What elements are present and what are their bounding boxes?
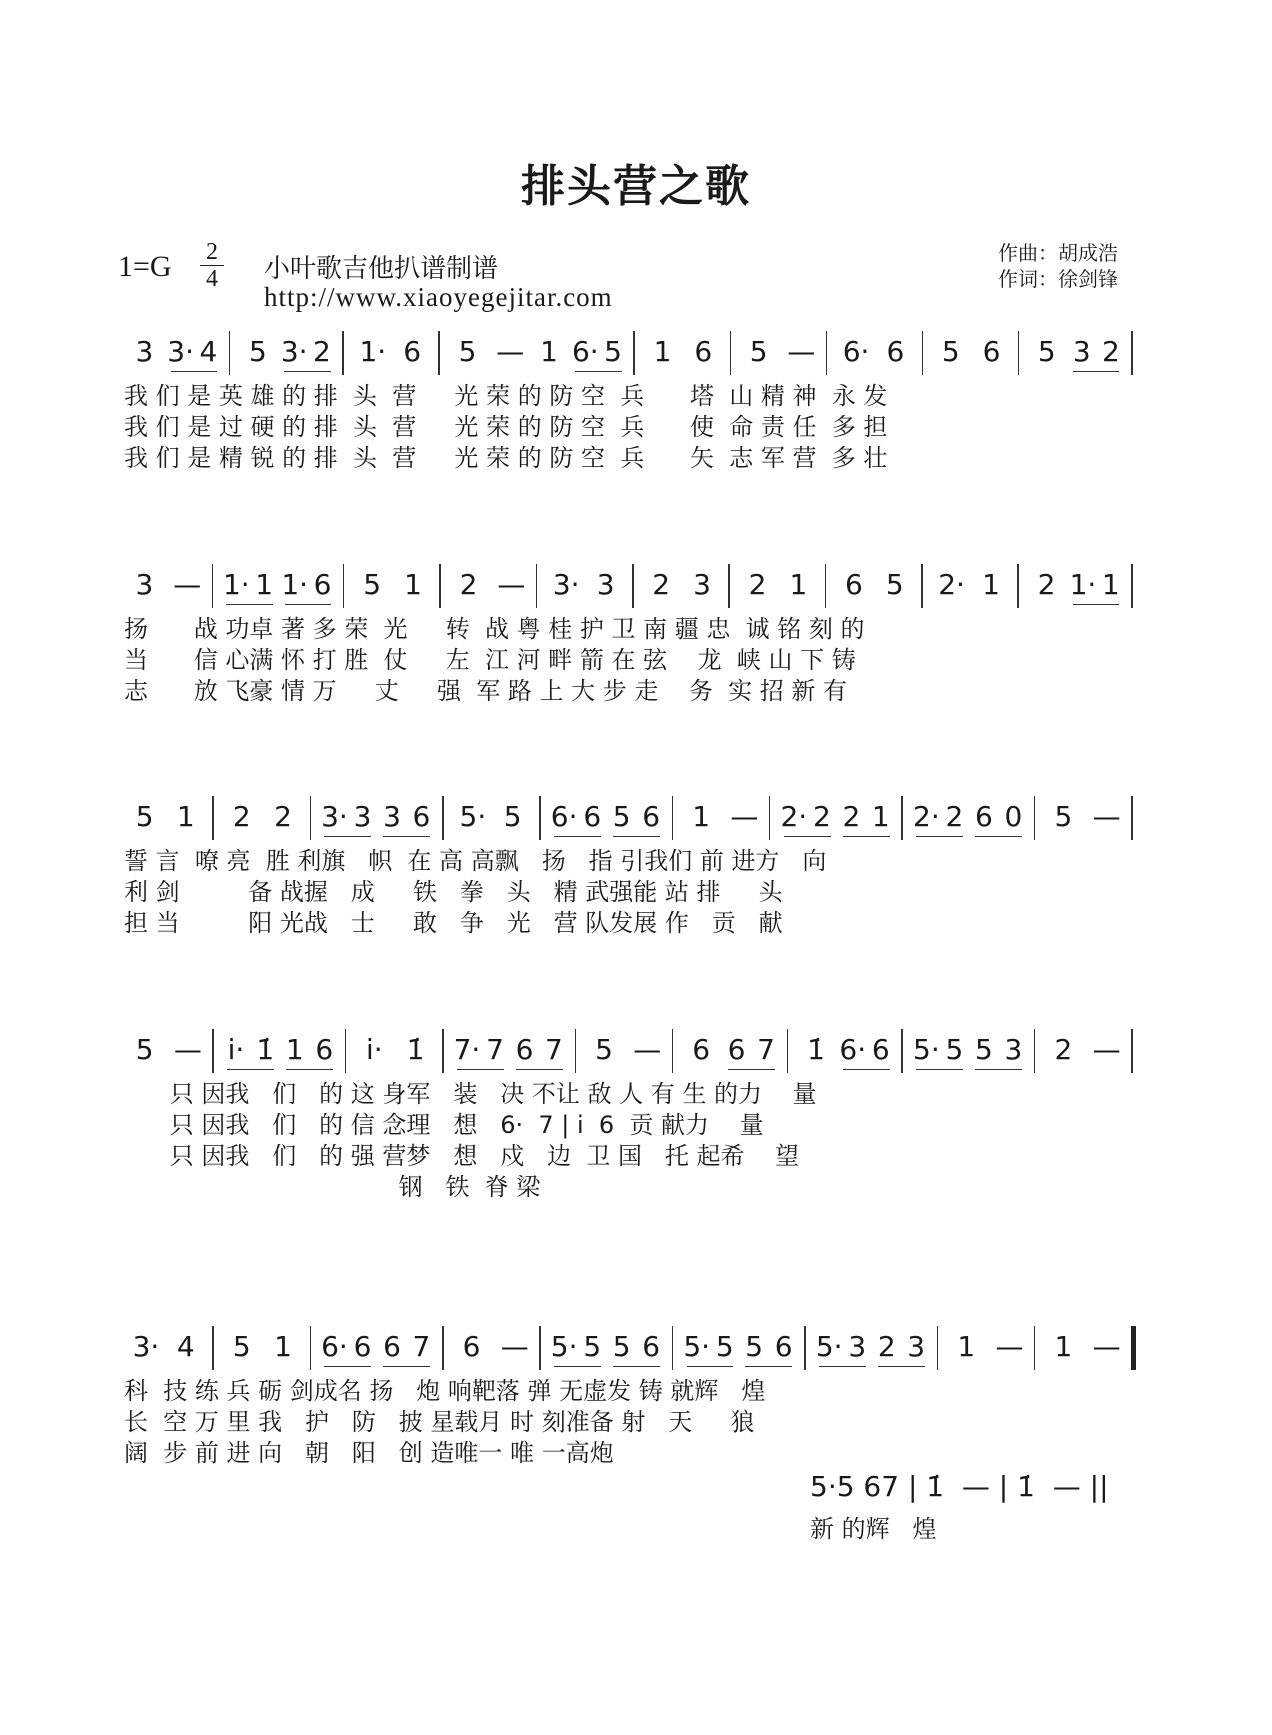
barline — [1131, 796, 1133, 840]
note: 6 — [774, 1330, 793, 1363]
note: 5 — [1054, 800, 1073, 833]
lyric-line-verse-1: 扬 战 功卓 著 多 荣 光 转 战 粤 桂 护 卫 南 疆 忠 诚 铭 刻 的 — [124, 615, 865, 643]
barline — [1017, 564, 1019, 608]
note: 1 — [789, 568, 808, 601]
note: 6 — [315, 1033, 334, 1066]
barline — [575, 1029, 577, 1073]
note: 6 — [844, 568, 863, 601]
barline — [632, 564, 634, 608]
barline — [769, 796, 771, 840]
lyric-line-verse-2: 只 因我 们 的 信 念理 想 6· 7 | i 6 贡 献力 量 — [124, 1111, 764, 1139]
barline — [212, 1326, 214, 1370]
dash-sustain: — — [173, 1033, 202, 1066]
barline — [1131, 1029, 1133, 1073]
note: 1 — [176, 800, 195, 833]
note: 5 — [363, 568, 382, 601]
beam-underline — [843, 836, 890, 837]
website-url: http://www.xiaoyegejitar.com — [264, 282, 613, 312]
barline — [442, 796, 444, 840]
note: 1· — [222, 568, 250, 601]
dash-sustain: — — [1092, 800, 1121, 833]
note: 2· — [913, 800, 940, 833]
note: 4 — [199, 335, 218, 368]
key-signature: 1=G — [118, 250, 172, 283]
note: 2 — [813, 800, 831, 833]
barline — [229, 331, 231, 375]
beam-underline — [975, 1069, 1022, 1070]
note: 2 — [1037, 568, 1056, 601]
note: 1 — [540, 335, 558, 368]
beam-underline — [286, 1069, 333, 1070]
barline — [633, 331, 635, 375]
note: 2 — [1054, 1033, 1073, 1066]
beam-underline — [516, 1069, 563, 1070]
note: 3· — [132, 1330, 160, 1363]
beam-underline — [383, 836, 430, 837]
dash-sustain: — — [500, 1330, 529, 1363]
note: 4 — [176, 1330, 195, 1363]
note: 6 — [515, 1033, 534, 1066]
note: 5 — [135, 800, 154, 833]
barline — [539, 796, 541, 840]
beam-underline — [916, 836, 963, 837]
lyric-line-verse-1: 只 因我 们 的 这 身军 装 决 不让 敌 人 有 生 的力 量 — [124, 1080, 817, 1108]
note: 3 — [135, 335, 154, 368]
ending-notation: 5·5 67 | 1̇ — | 1̇ — || — [810, 1470, 1109, 1503]
note: 5 — [885, 568, 904, 601]
lyric-line-verse-3: 担 当 阳 光战 士 敢 争 光 营 队发展 作 贡 献 — [124, 909, 783, 937]
barline — [342, 331, 344, 375]
barline — [901, 796, 903, 840]
composer: 作曲：胡成浩 — [998, 241, 1118, 265]
note: 5 — [749, 335, 768, 368]
note: 5· — [550, 1330, 578, 1363]
note: 6 — [886, 335, 905, 368]
lyric-line-verse-1: 我 们 是 英 雄 的 排 头 营 光 荣 的 防 空 兵 塔 山 精 神 永 发 — [124, 382, 888, 410]
note: 6 — [412, 800, 431, 833]
barline — [1034, 1029, 1036, 1073]
barline — [922, 331, 924, 375]
beam-underline — [745, 1366, 792, 1367]
lyric-line-verse-3: 阔 步 前 进 向 朝 阳 创 造唯一 唯 一高炮 — [124, 1439, 614, 1467]
note: 1 — [982, 568, 1000, 601]
note: 6· — [839, 1033, 867, 1066]
notation-row — [0, 335, 1272, 375]
song-title: 排头营之歌 — [521, 161, 751, 212]
note: 2· — [780, 800, 808, 833]
dash-sustain: — — [173, 568, 202, 601]
notation-row — [0, 800, 1272, 840]
lyric-line-verse-3: 志 放 飞豪 情 万 丈 强 军 路 上 大 步 走 务 实 招 新 有 — [124, 677, 848, 705]
note: 2 — [945, 800, 964, 833]
lyric-line-verse-3: 我 们 是 精 锐 的 排 头 营 光 荣 的 防 空 兵 矢 志 军 营 多 壮 — [124, 444, 888, 472]
note: 3· — [552, 568, 580, 601]
note: 3 — [1004, 1033, 1023, 1066]
note: 6 — [403, 335, 422, 368]
note: 6 — [583, 800, 602, 833]
note: i· — [227, 1033, 245, 1066]
lyric-line-verse-1: 科 技 练 兵 砺 剑成名 扬 炮 响靶落 弹 无虚发 铸 就辉 煌 — [124, 1377, 766, 1405]
lyric-line-verse-2: 当 信 心满 怀 打 胜 仗 左 江 河 畔 箭 在 弦 龙 峡 山 下 铸 — [124, 646, 856, 674]
note: 6 — [353, 1330, 372, 1363]
note: 5 — [248, 335, 267, 368]
note: 5 — [583, 1330, 602, 1363]
dash-sustain: — — [1092, 1033, 1121, 1066]
note: 6 — [871, 1033, 890, 1066]
note: 2 — [842, 800, 861, 833]
barline — [1131, 564, 1133, 608]
note: 5· — [913, 1033, 940, 1066]
note: 3 — [693, 568, 711, 601]
note: 6· — [571, 335, 599, 368]
note: 5 — [595, 1033, 613, 1066]
barline — [212, 564, 214, 608]
note: 3 — [907, 1330, 926, 1363]
note: 1 — [692, 800, 711, 833]
barline — [901, 1029, 903, 1073]
note: 5 — [503, 800, 522, 833]
note: 1· — [1069, 568, 1097, 601]
note: 5· — [459, 800, 487, 833]
note: 6 — [462, 1330, 481, 1363]
beam-underline — [878, 1366, 925, 1367]
beam-underline — [613, 836, 660, 837]
note: 6· — [321, 1330, 348, 1363]
barline — [536, 564, 538, 608]
beam-underline — [613, 1366, 660, 1367]
note: 6 — [383, 1330, 401, 1363]
note: 3· — [321, 800, 348, 833]
note: 5 — [974, 1033, 993, 1066]
note: 3 — [353, 800, 372, 833]
lyric-line-verse-1: 誓 言 嘹 亮 胜 利旗 帜 在 高 高飘 扬 指 引我们 前 进方 向 — [124, 847, 827, 875]
note: 1 — [1101, 568, 1120, 601]
beam-underline — [227, 1069, 274, 1070]
barline — [438, 331, 440, 375]
barline — [1034, 796, 1036, 840]
note: 6 — [694, 335, 713, 368]
note: 5· — [815, 1330, 843, 1363]
note: 1· — [281, 568, 309, 601]
dash-sustain: — — [497, 568, 526, 601]
beam-underline — [975, 836, 1022, 837]
note: 7· — [453, 1033, 481, 1066]
barline — [730, 331, 732, 375]
barline — [825, 564, 827, 608]
note: 7 — [545, 1033, 563, 1066]
beam-underline — [285, 604, 331, 605]
barline — [921, 564, 923, 608]
barline — [212, 796, 214, 840]
note: 5· — [683, 1330, 711, 1363]
note: 2 — [652, 568, 671, 601]
note: 3 — [383, 800, 401, 833]
notation-row — [0, 1033, 1272, 1073]
note: 6· — [550, 800, 578, 833]
beam-underline — [1073, 604, 1119, 605]
note: 3 — [596, 568, 615, 601]
note: 3 — [135, 568, 154, 601]
barline — [439, 564, 441, 608]
note: 5 — [941, 335, 960, 368]
ending-lyrics: 新 的辉 煌 — [810, 1515, 937, 1543]
dash-sustain: — — [633, 1033, 662, 1066]
beam-underline — [383, 1366, 430, 1367]
barline — [937, 1326, 939, 1370]
beam-underline — [1073, 371, 1119, 372]
barline — [826, 331, 828, 375]
beam-underline — [687, 1366, 734, 1367]
notation-row — [0, 568, 1272, 608]
note: 6 — [642, 800, 661, 833]
note: 1 — [871, 800, 890, 833]
dash-sustain: — — [1092, 1330, 1121, 1363]
beam-underline — [324, 1366, 371, 1367]
beam-underline — [457, 1069, 504, 1070]
note: 6 — [313, 568, 332, 601]
note: 6 — [974, 800, 993, 833]
dash-sustain: — — [496, 335, 525, 368]
note: 7 — [412, 1330, 431, 1363]
beam-underline — [843, 1069, 890, 1070]
barline — [442, 1326, 444, 1370]
barline — [672, 1326, 674, 1370]
credits — [998, 240, 1118, 292]
note: 1 — [653, 335, 672, 368]
note: 5 — [945, 1033, 964, 1066]
lyric-line-verse-2: 我 们 是 过 硬 的 排 头 营 光 荣 的 防 空 兵 使 命 责 任 多 担 — [124, 413, 888, 441]
note: 6 — [727, 1033, 746, 1066]
beam-underline — [171, 371, 217, 372]
note: 1̇ — [406, 1033, 425, 1066]
beam-underline — [226, 604, 272, 605]
dash-sustain: — — [787, 335, 816, 368]
note: 5 — [612, 800, 631, 833]
barline — [310, 1326, 312, 1370]
note: 1̇ — [807, 1033, 825, 1066]
note: 1 — [957, 1330, 976, 1363]
barline — [787, 1029, 789, 1073]
barline — [672, 796, 674, 840]
note: 2 — [232, 800, 251, 833]
barline — [310, 796, 312, 840]
barline — [539, 1326, 541, 1370]
barline — [1018, 331, 1020, 375]
note: 5 — [745, 1330, 764, 1363]
beam-underline — [728, 1069, 775, 1070]
note: 5 — [1037, 335, 1056, 368]
note: i· — [365, 1033, 383, 1066]
beam-underline — [575, 371, 621, 372]
beam-underline — [284, 371, 330, 372]
barline — [343, 564, 345, 608]
note: 3· — [167, 335, 195, 368]
lyricist: 作词：徐剑锋 — [998, 267, 1118, 291]
lyric-line-verse-4: 钢 铁 脊 梁 — [124, 1173, 541, 1201]
dash-sustain: — — [730, 800, 759, 833]
alternate-ending — [810, 1470, 1109, 1544]
note: 1 — [285, 1033, 304, 1066]
note: 3· — [280, 335, 308, 368]
barline — [672, 1029, 674, 1073]
barline — [728, 564, 730, 608]
note: 3 — [1072, 335, 1091, 368]
note: 2 — [274, 800, 292, 833]
transcriber: 小叶歌吉他扒谱制谱 — [264, 254, 499, 284]
beam-underline — [819, 1366, 866, 1367]
note: 1 — [404, 568, 422, 601]
note: 5 — [715, 1330, 734, 1363]
note: 1 — [255, 568, 274, 601]
time-signature-top: 2 — [206, 239, 218, 265]
note: 2 — [1101, 335, 1120, 368]
note: 7 — [757, 1033, 775, 1066]
note: 5 — [604, 335, 622, 368]
note: 6· — [842, 335, 870, 368]
note: 6 — [982, 335, 1001, 368]
final-barline — [1131, 1326, 1136, 1370]
note: 0 — [1004, 800, 1023, 833]
lyric-line-verse-3: 只 因我 们 的 强 营梦 想 戍 边 卫 国 托 起希 望 — [124, 1142, 800, 1170]
note: 2 — [748, 568, 767, 601]
time-signature — [198, 240, 226, 291]
note: 6 — [692, 1033, 711, 1066]
dash-sustain: — — [995, 1330, 1024, 1363]
lyric-line-verse-2: 长 空 万 里 我 护 防 披 星载月 时 刻准备 射 天 狼 — [124, 1408, 755, 1436]
note: 5 — [612, 1330, 631, 1363]
note: 3 — [848, 1330, 867, 1363]
barline — [212, 1029, 214, 1073]
note: 5 — [458, 335, 477, 368]
lyric-line-verse-2: 利 剑 备 战握 成 铁 拳 头 精 武强能 站 排 头 — [124, 878, 783, 906]
barline — [1131, 331, 1133, 375]
beam-underline — [554, 1366, 601, 1367]
beam-underline — [554, 836, 601, 837]
note: 1 — [274, 1330, 292, 1363]
note: 7 — [486, 1033, 504, 1066]
notation-row — [0, 1330, 1272, 1370]
barline — [345, 1029, 347, 1073]
note: 1 — [1054, 1330, 1073, 1363]
beam-underline — [916, 1069, 963, 1070]
beam-underline — [784, 836, 831, 837]
note: 2 — [459, 568, 478, 601]
note: 2 — [313, 335, 331, 368]
beam-underline — [324, 836, 371, 837]
note: 1̇ — [256, 1033, 275, 1066]
barline — [1034, 1326, 1036, 1370]
time-signature-bottom: 4 — [206, 266, 218, 292]
note: 5 — [232, 1330, 251, 1363]
note: 5 — [135, 1033, 154, 1066]
note: 2 — [877, 1330, 896, 1363]
note: 2· — [938, 568, 965, 601]
note: 1· — [359, 335, 387, 368]
barline — [442, 1029, 444, 1073]
note: 6 — [642, 1330, 661, 1363]
barline — [804, 1326, 806, 1370]
